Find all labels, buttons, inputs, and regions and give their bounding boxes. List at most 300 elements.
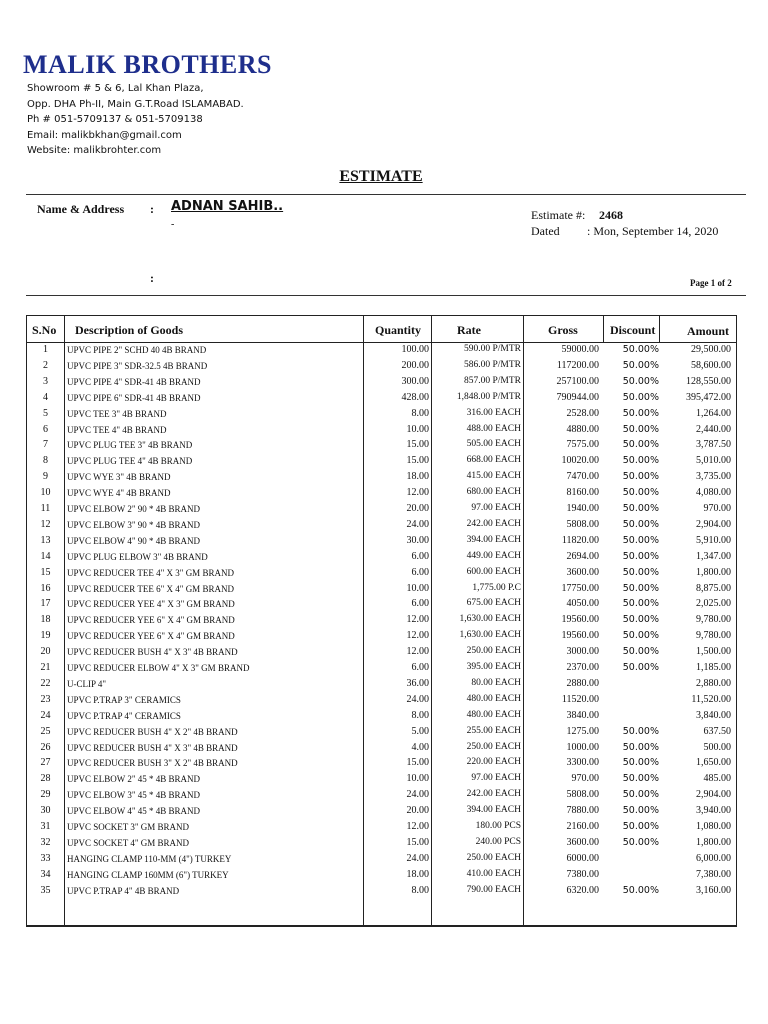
row-description: UPVC P.TRAP 3" CERAMICS xyxy=(67,694,181,705)
row-amount: 29,500.00 xyxy=(691,344,731,355)
row-gross: 257100.00 xyxy=(556,375,599,387)
row-amount: 1,347.00 xyxy=(696,550,731,562)
row-gross: 6000.00 xyxy=(566,852,599,864)
row-description: UPVC ELBOW 3" 90 * 4B BRAND xyxy=(67,519,201,530)
row-rate: 857.00 P/MTR xyxy=(463,375,521,386)
row-number: 30 xyxy=(40,805,51,817)
row-gross: 790944.00 xyxy=(556,391,599,403)
row-amount: 9,780.00 xyxy=(696,630,731,642)
row-gross: 970.00 xyxy=(571,773,599,785)
row-rate: 316.00 EACH xyxy=(466,407,521,418)
row-number: 25 xyxy=(40,725,51,737)
row-rate: 488.00 EACH xyxy=(466,423,521,434)
row-amount: 395,472.00 xyxy=(686,391,731,403)
row-description: UPVC SOCKET 4" GM BRAND xyxy=(67,837,190,848)
row-discount: 50.00% xyxy=(622,598,659,610)
row-gross: 6320.00 xyxy=(566,884,599,896)
row-amount: 2,904.00 xyxy=(696,518,731,530)
row-gross: 2528.00 xyxy=(566,407,599,419)
row-amount: 3,940.00 xyxy=(696,805,731,817)
row-description: UPVC ELBOW 2" 45 * 4B BRAND xyxy=(67,774,201,785)
row-gross: 117200.00 xyxy=(556,359,599,371)
table-row xyxy=(27,836,736,852)
row-number: 22 xyxy=(40,677,51,689)
table-row xyxy=(27,582,736,598)
row-amount: 1,650.00 xyxy=(696,757,731,769)
header-quantity: Quantity xyxy=(375,323,422,337)
row-number: 14 xyxy=(40,550,51,562)
row-discount: 50.00% xyxy=(622,407,659,419)
row-quantity: 10.00 xyxy=(406,773,429,785)
row-discount: 50.00% xyxy=(622,646,659,658)
row-gross: 3000.00 xyxy=(566,646,599,658)
table-row xyxy=(27,852,736,868)
row-quantity: 6.00 xyxy=(411,662,429,673)
table-row xyxy=(27,438,736,454)
row-rate: 1,848.00 P/MTR xyxy=(456,391,521,402)
estimate-number: 2468 xyxy=(599,208,623,222)
row-discount: 50.00% xyxy=(622,805,659,817)
estimate-label: Estimate #: xyxy=(531,208,586,222)
row-amount: 5,010.00 xyxy=(696,455,731,467)
header-description: Description of Goods xyxy=(75,323,183,337)
row-discount: 50.00% xyxy=(622,884,659,896)
colon: : xyxy=(150,271,154,285)
row-amount: 2,025.00 xyxy=(696,598,731,610)
row-description: UPVC REDUCER BUSH 4" X 3" 4B BRAND xyxy=(67,647,238,658)
table-row xyxy=(27,597,736,613)
row-discount: 50.00% xyxy=(622,487,659,499)
row-number: 10 xyxy=(40,487,51,499)
row-quantity: 6.00 xyxy=(411,598,429,610)
row-discount: 50.00% xyxy=(622,455,659,467)
row-description: UPVC PIPE 4" SDR-41 4B BRAND xyxy=(67,376,201,387)
dated-value: : Mon, September 14, 2020 xyxy=(587,224,719,238)
row-rate: 250.00 EACH xyxy=(466,646,521,657)
row-number: 15 xyxy=(40,566,51,578)
row-discount: 50.00% xyxy=(622,503,659,514)
table-row xyxy=(27,470,736,486)
row-discount: 50.00% xyxy=(622,375,659,387)
row-description: UPVC REDUCER YEE 4" X 3" GM BRAND xyxy=(67,599,235,610)
row-quantity: 15.00 xyxy=(406,757,429,769)
header-sno: S.No xyxy=(32,323,57,337)
row-number: 26 xyxy=(40,741,51,753)
row-rate: 1,775.00 P.C xyxy=(472,582,521,593)
row-discount: 50.00% xyxy=(622,630,659,642)
row-quantity: 18.00 xyxy=(406,868,429,880)
row-number: 9 xyxy=(43,471,48,483)
row-gross: 1000.00 xyxy=(566,741,599,753)
header-divider xyxy=(26,194,746,195)
row-gross: 17750.00 xyxy=(561,582,599,594)
row-amount: 1,185.00 xyxy=(696,662,731,673)
row-gross: 1940.00 xyxy=(566,503,599,514)
table-row xyxy=(27,375,736,391)
table-row xyxy=(27,423,736,439)
email-line: Email: malikbkhan@gmail.com xyxy=(27,130,182,141)
row-number: 17 xyxy=(40,598,51,610)
row-gross: 3300.00 xyxy=(566,757,599,769)
row-quantity: 8.00 xyxy=(411,884,429,896)
row-number: 32 xyxy=(40,836,51,848)
table-row xyxy=(27,725,736,741)
row-rate: 410.00 EACH xyxy=(466,868,521,879)
name-address-label: Name & Address xyxy=(37,202,125,216)
row-description: UPVC PLUG TEE 3" 4B BRAND xyxy=(67,440,193,451)
row-number: 24 xyxy=(40,709,51,721)
row-number: 13 xyxy=(40,534,51,546)
table-row xyxy=(27,534,736,550)
row-gross: 2370.00 xyxy=(566,662,599,673)
row-description: UPVC ELBOW 3" 45 * 4B BRAND xyxy=(67,790,201,801)
row-number: 23 xyxy=(40,693,51,705)
row-discount: 50.00% xyxy=(622,582,659,594)
row-discount: 50.00% xyxy=(622,821,659,832)
row-description: UPVC REDUCER BUSH 4" X 2" 4B BRAND xyxy=(67,726,238,737)
row-discount: 50.00% xyxy=(622,789,659,801)
row-description: UPVC ELBOW 2" 90 * 4B BRAND xyxy=(67,504,201,514)
table-row xyxy=(27,804,736,820)
row-number: 7 xyxy=(43,439,48,451)
row-number: 31 xyxy=(40,821,51,832)
section-divider xyxy=(26,295,746,296)
row-amount: 6,000.00 xyxy=(696,852,731,864)
table-row xyxy=(27,343,736,359)
row-number: 5 xyxy=(43,407,48,419)
row-amount: 3,787.50 xyxy=(696,439,731,451)
row-gross: 59000.00 xyxy=(561,344,599,355)
row-amount: 3,735.00 xyxy=(696,471,731,483)
column-divider xyxy=(603,316,604,342)
address-line: Showroom # 5 & 6, Lal Khan Plaza, xyxy=(27,83,204,94)
row-quantity: 4.00 xyxy=(411,741,429,753)
row-quantity: 36.00 xyxy=(406,677,429,689)
row-quantity: 10.00 xyxy=(406,423,429,435)
row-amount: 500.00 xyxy=(703,741,731,753)
row-number: 1 xyxy=(43,344,48,355)
row-rate: 255.00 EACH xyxy=(466,725,521,736)
row-number: 35 xyxy=(40,884,51,896)
table-row xyxy=(27,486,736,502)
row-rate: 394.00 EACH xyxy=(466,534,521,545)
row-gross: 7470.00 xyxy=(566,471,599,483)
row-description: UPVC TEE 3" 4B BRAND xyxy=(67,408,167,419)
row-discount: 50.00% xyxy=(622,566,659,578)
address-line: Opp. DHA Ph-II, Main G.T.Road ISLAMABAD. xyxy=(27,99,244,110)
row-rate: 590.00 P/MTR xyxy=(463,344,521,354)
header-discount: Discount xyxy=(610,323,656,337)
colon: : xyxy=(150,202,154,216)
row-quantity: 15.00 xyxy=(406,455,429,467)
row-quantity: 8.00 xyxy=(411,709,429,721)
column-divider xyxy=(659,316,660,342)
row-description: UPVC WYE 4" 4B BRAND xyxy=(67,488,171,499)
row-rate: 600.00 EACH xyxy=(466,566,521,577)
table-row xyxy=(27,693,736,709)
row-description: UPVC ELBOW 4" 45 * 4B BRAND xyxy=(67,806,201,817)
row-rate: 250.00 EACH xyxy=(466,852,521,863)
row-gross: 11520.00 xyxy=(561,693,599,705)
row-gross: 19560.00 xyxy=(561,614,599,626)
row-rate: 790.00 EACH xyxy=(466,884,521,895)
row-number: 33 xyxy=(40,852,51,864)
row-gross: 3840.00 xyxy=(566,709,599,721)
row-gross: 4050.00 xyxy=(566,598,599,610)
row-discount: 50.00% xyxy=(622,614,659,626)
row-quantity: 300.00 xyxy=(401,375,429,387)
row-amount: 2,880.00 xyxy=(696,677,731,689)
row-description: UPVC PIPE 2" SCHD 40 4B BRAND xyxy=(67,345,207,355)
row-quantity: 20.00 xyxy=(406,805,429,817)
row-rate: 586.00 P/MTR xyxy=(463,359,521,370)
row-number: 28 xyxy=(40,773,51,785)
row-discount: 50.00% xyxy=(622,757,659,769)
table-row xyxy=(27,566,736,582)
row-rate: 242.00 EACH xyxy=(466,518,521,529)
row-discount: 50.00% xyxy=(622,725,659,737)
row-gross: 8160.00 xyxy=(566,487,599,499)
row-discount: 50.00% xyxy=(622,391,659,403)
row-rate: 480.00 EACH xyxy=(466,709,521,720)
row-rate: 415.00 EACH xyxy=(466,471,521,482)
row-discount: 50.00% xyxy=(622,550,659,562)
row-quantity: 8.00 xyxy=(411,407,429,419)
row-quantity: 24.00 xyxy=(406,852,429,864)
row-rate: 240.00 PCS xyxy=(475,836,521,847)
table-row xyxy=(27,359,736,375)
row-description: UPVC ELBOW 4" 90 * 4B BRAND xyxy=(67,535,201,546)
row-number: 8 xyxy=(43,455,48,467)
row-description: UPVC PLUG ELBOW 3" 4B BRAND xyxy=(67,551,208,562)
row-gross: 5808.00 xyxy=(566,789,599,801)
row-amount: 3,840.00 xyxy=(696,709,731,721)
row-rate: 505.00 EACH xyxy=(466,439,521,450)
row-rate: 480.00 EACH xyxy=(466,693,521,704)
row-discount: 50.00% xyxy=(622,773,659,785)
table-row xyxy=(27,502,736,518)
row-gross: 7575.00 xyxy=(566,439,599,451)
row-rate: 97.00 EACH xyxy=(471,503,521,513)
row-discount: 50.00% xyxy=(622,423,659,435)
website-line: Website: malikbrohter.com xyxy=(27,145,162,156)
row-gross: 3600.00 xyxy=(566,836,599,848)
row-amount: 128,550.00 xyxy=(686,375,731,387)
customer-name: ADNAN SAHIB.. xyxy=(171,199,284,214)
row-quantity: 200.00 xyxy=(401,359,429,371)
row-number: 4 xyxy=(43,391,48,403)
row-number: 2 xyxy=(43,359,48,371)
table-row xyxy=(27,454,736,470)
row-discount: 50.00% xyxy=(622,344,659,355)
row-description: UPVC PIPE 6" SDR-41 4B BRAND xyxy=(67,392,201,403)
row-gross: 2880.00 xyxy=(566,677,599,689)
table-row xyxy=(27,709,736,725)
row-rate: 80.00 EACH xyxy=(471,677,521,688)
row-description: UPVC REDUCER YEE 6" X 4" GM BRAND xyxy=(67,631,235,642)
row-amount: 1,800.00 xyxy=(696,836,731,848)
row-number: 11 xyxy=(40,503,51,514)
table-row xyxy=(27,661,736,677)
row-amount: 1,800.00 xyxy=(696,566,731,578)
row-discount: 50.00% xyxy=(622,471,659,483)
row-number: 16 xyxy=(40,582,51,594)
row-number: 27 xyxy=(40,757,51,769)
row-quantity: 12.00 xyxy=(406,614,429,626)
row-quantity: 12.00 xyxy=(406,821,429,832)
row-quantity: 12.00 xyxy=(406,630,429,642)
table-row xyxy=(27,550,736,566)
row-discount: 50.00% xyxy=(622,534,659,546)
document-title: ESTIMATE xyxy=(339,168,423,185)
row-number: 21 xyxy=(40,662,51,673)
header-gross: Gross xyxy=(548,323,578,337)
row-quantity: 20.00 xyxy=(406,503,429,514)
row-number: 3 xyxy=(43,375,48,387)
customer-line2: - xyxy=(171,219,175,230)
row-description: UPVC REDUCER BUSH 4" X 3" 4B BRAND xyxy=(67,742,238,753)
row-rate: 449.00 EACH xyxy=(466,550,521,561)
table-row xyxy=(27,884,736,900)
row-quantity: 5.00 xyxy=(411,725,429,737)
row-description: U-CLIP 4" xyxy=(67,678,107,689)
row-amount: 9,780.00 xyxy=(696,614,731,626)
row-gross: 5808.00 xyxy=(566,518,599,530)
row-amount: 3,160.00 xyxy=(696,884,731,896)
row-quantity: 15.00 xyxy=(406,836,429,848)
row-amount: 7,380.00 xyxy=(696,868,731,880)
table-row xyxy=(27,645,736,661)
row-rate: 680.00 EACH xyxy=(466,487,521,498)
header-rate: Rate xyxy=(457,323,481,337)
header-amount: Amount xyxy=(687,324,730,338)
row-description: UPVC PLUG TEE 4" 4B BRAND xyxy=(67,456,193,467)
row-amount: 970.00 xyxy=(703,503,731,514)
row-gross: 3600.00 xyxy=(566,566,599,578)
row-rate: 1,630.00 EACH xyxy=(459,614,521,625)
row-amount: 4,080.00 xyxy=(696,487,731,499)
table-row xyxy=(27,613,736,629)
row-amount: 58,600.00 xyxy=(691,359,731,371)
row-number: 6 xyxy=(43,423,48,435)
table-row xyxy=(27,756,736,772)
row-rate: 250.00 EACH xyxy=(466,741,521,752)
row-quantity: 6.00 xyxy=(411,566,429,578)
estimate-table xyxy=(26,315,737,926)
row-number: 19 xyxy=(40,630,51,642)
row-amount: 1,500.00 xyxy=(696,646,731,658)
row-rate: 220.00 EACH xyxy=(466,757,521,768)
table-row xyxy=(27,407,736,423)
bottom-rule xyxy=(26,926,737,927)
row-description: HANGING CLAMP 160MM (6") TURKEY xyxy=(67,869,229,880)
row-amount: 5,910.00 xyxy=(696,534,731,546)
row-rate: 97.00 EACH xyxy=(471,773,521,784)
row-rate: 395.00 EACH xyxy=(466,662,521,672)
row-gross: 2694.00 xyxy=(566,550,599,562)
row-gross: 7380.00 xyxy=(566,868,599,880)
row-quantity: 24.00 xyxy=(406,693,429,705)
row-quantity: 10.00 xyxy=(406,582,429,594)
row-amount: 2,440.00 xyxy=(696,423,731,435)
table-row xyxy=(27,788,736,804)
row-description: UPVC REDUCER TEE 4" X 3" GM BRAND xyxy=(67,567,234,578)
row-description: UPVC REDUCER ELBOW 4" X 3" GM BRAND xyxy=(67,663,250,673)
row-rate: 1,630.00 EACH xyxy=(459,630,521,641)
row-rate: 394.00 EACH xyxy=(466,805,521,816)
row-quantity: 428.00 xyxy=(401,391,429,403)
row-quantity: 12.00 xyxy=(406,487,429,499)
row-gross: 2160.00 xyxy=(566,821,599,832)
table-row xyxy=(27,518,736,534)
row-description: HANGING CLAMP 110-MM (4") TURKEY xyxy=(67,853,232,864)
table-row xyxy=(27,868,736,884)
row-description: UPVC REDUCER TEE 6" X 4" GM BRAND xyxy=(67,583,234,594)
phone-line: Ph # 051-5709137 & 051-5709138 xyxy=(27,114,203,125)
row-amount: 1,080.00 xyxy=(696,821,731,832)
row-description: UPVC PIPE 3" SDR-32.5 4B BRAND xyxy=(67,360,208,371)
row-amount: 637.50 xyxy=(703,725,731,737)
row-quantity: 24.00 xyxy=(406,518,429,530)
row-quantity: 15.00 xyxy=(406,439,429,451)
row-amount: 11,520.00 xyxy=(691,693,731,705)
row-quantity: 100.00 xyxy=(401,344,429,355)
row-description: UPVC SOCKET 3" GM BRAND xyxy=(67,822,190,832)
page-number: Page 1 of 2 xyxy=(690,278,732,288)
row-rate: 668.00 EACH xyxy=(466,455,521,466)
row-gross: 10020.00 xyxy=(561,455,599,467)
row-quantity: 6.00 xyxy=(411,550,429,562)
row-gross: 4880.00 xyxy=(566,423,599,435)
row-number: 29 xyxy=(40,789,51,801)
row-rate: 242.00 EACH xyxy=(466,789,521,800)
row-amount: 2,904.00 xyxy=(696,789,731,801)
row-number: 12 xyxy=(40,518,51,530)
row-description: UPVC REDUCER YEE 6" X 4" GM BRAND xyxy=(67,615,235,626)
table-row xyxy=(27,820,736,836)
row-rate: 180.00 PCS xyxy=(475,821,521,831)
row-discount: 50.00% xyxy=(622,439,659,451)
row-rate: 675.00 EACH xyxy=(466,598,521,609)
table-row xyxy=(27,677,736,693)
row-description: UPVC P.TRAP 4" CERAMICS xyxy=(67,710,181,721)
row-description: UPVC P.TRAP 4" 4B BRAND xyxy=(67,885,180,896)
row-gross: 1275.00 xyxy=(566,725,599,737)
row-gross: 7880.00 xyxy=(566,805,599,817)
table-row xyxy=(27,772,736,788)
row-discount: 50.00% xyxy=(622,836,659,848)
row-number: 20 xyxy=(40,646,51,658)
row-discount: 50.00% xyxy=(622,359,659,371)
row-quantity: 18.00 xyxy=(406,471,429,483)
row-amount: 8,875.00 xyxy=(696,582,731,594)
row-number: 18 xyxy=(40,614,51,626)
table-row xyxy=(27,391,736,407)
row-quantity: 24.00 xyxy=(406,789,429,801)
row-number: 34 xyxy=(40,868,51,880)
row-discount: 50.00% xyxy=(622,741,659,753)
row-quantity: 30.00 xyxy=(406,534,429,546)
row-quantity: 12.00 xyxy=(406,646,429,658)
row-discount: 50.00% xyxy=(622,518,659,530)
dated-label: Dated xyxy=(531,224,560,238)
row-amount: 1,264.00 xyxy=(696,407,731,419)
row-gross: 19560.00 xyxy=(561,630,599,642)
row-amount: 485.00 xyxy=(703,773,731,785)
company-name: MALIK BROTHERS xyxy=(23,50,272,79)
row-description: UPVC WYE 3" 4B BRAND xyxy=(67,472,171,483)
row-gross: 11820.00 xyxy=(561,534,599,546)
